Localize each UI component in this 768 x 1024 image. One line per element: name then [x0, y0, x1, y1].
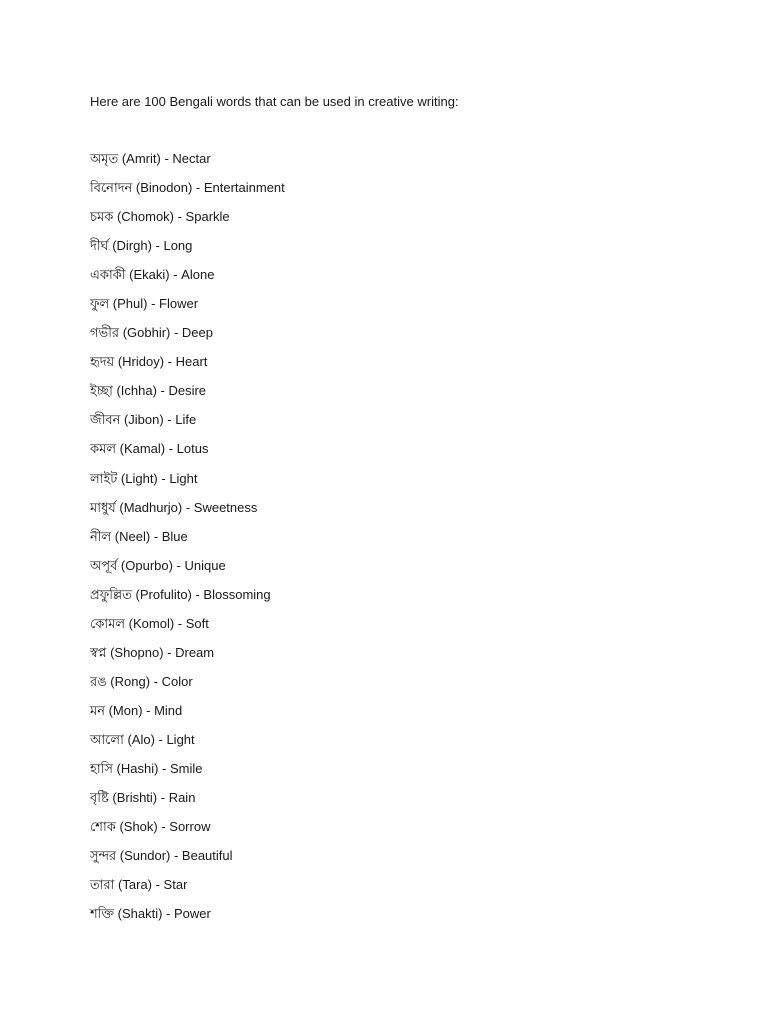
word-item: জীবন (Jibon) - Life: [90, 412, 197, 428]
word-list: [90, 150, 285, 934]
word-item: দীর্ঘ (Dirgh) - Long: [90, 238, 193, 254]
word-item: গভীর (Gobhir) - Deep: [90, 325, 213, 341]
word-item: অপূর্ব (Opurbo) - Unique: [90, 557, 226, 573]
word-item: হাসি (Hashi) - Smile: [90, 760, 203, 776]
word-item: ফুল (Phul) - Flower: [90, 296, 199, 312]
word-item: অমৃত (Amrit) - Nectar: [90, 151, 211, 166]
word-item: শোক (Shok) - Sorrow: [90, 819, 211, 835]
word-item: শক্তি (Shakti) - Power: [90, 906, 211, 922]
word-item: বিনোদন (Binodon) - Entertainment: [90, 180, 285, 196]
word-item: বৃষ্টি (Brishti) - Rain: [90, 790, 196, 806]
word-item: মন (Mon) - Mind: [90, 702, 183, 718]
word-item: লাইট (Light) - Light: [90, 470, 198, 486]
word-item: আলো (Alo) - Light: [90, 731, 195, 747]
word-item: রঙ (Rong) - Color: [90, 673, 193, 689]
word-item: সুন্দর (Sundor) - Beautiful: [90, 848, 233, 864]
word-item: স্বপ্ন (Shopno) - Dream: [90, 644, 215, 660]
word-item: তারা (Tara) - Star: [90, 877, 188, 893]
word-item: ইচ্ছা (Ichha) - Desire: [90, 383, 207, 399]
intro-text: Here are 100 Bengali words that can be used in creative writing:: [90, 94, 459, 109]
word-item: হৃদয় (Hridoy) - Heart: [90, 354, 208, 370]
word-item: একাকী (Ekaki) - Alone: [90, 267, 215, 283]
word-item: মাধুর্য (Madhurjo) - Sweetness: [90, 499, 258, 515]
word-item: নীল (Neel) - Blue: [90, 528, 188, 544]
word-item: কমল (Kamal) - Lotus: [90, 441, 209, 457]
word-item: প্রফুল্লিত (Profulito) - Blossoming: [90, 586, 271, 602]
word-item: কোমল (Komol) - Soft: [90, 615, 209, 631]
word-item: চমক (Chomok) - Sparkle: [90, 209, 230, 225]
